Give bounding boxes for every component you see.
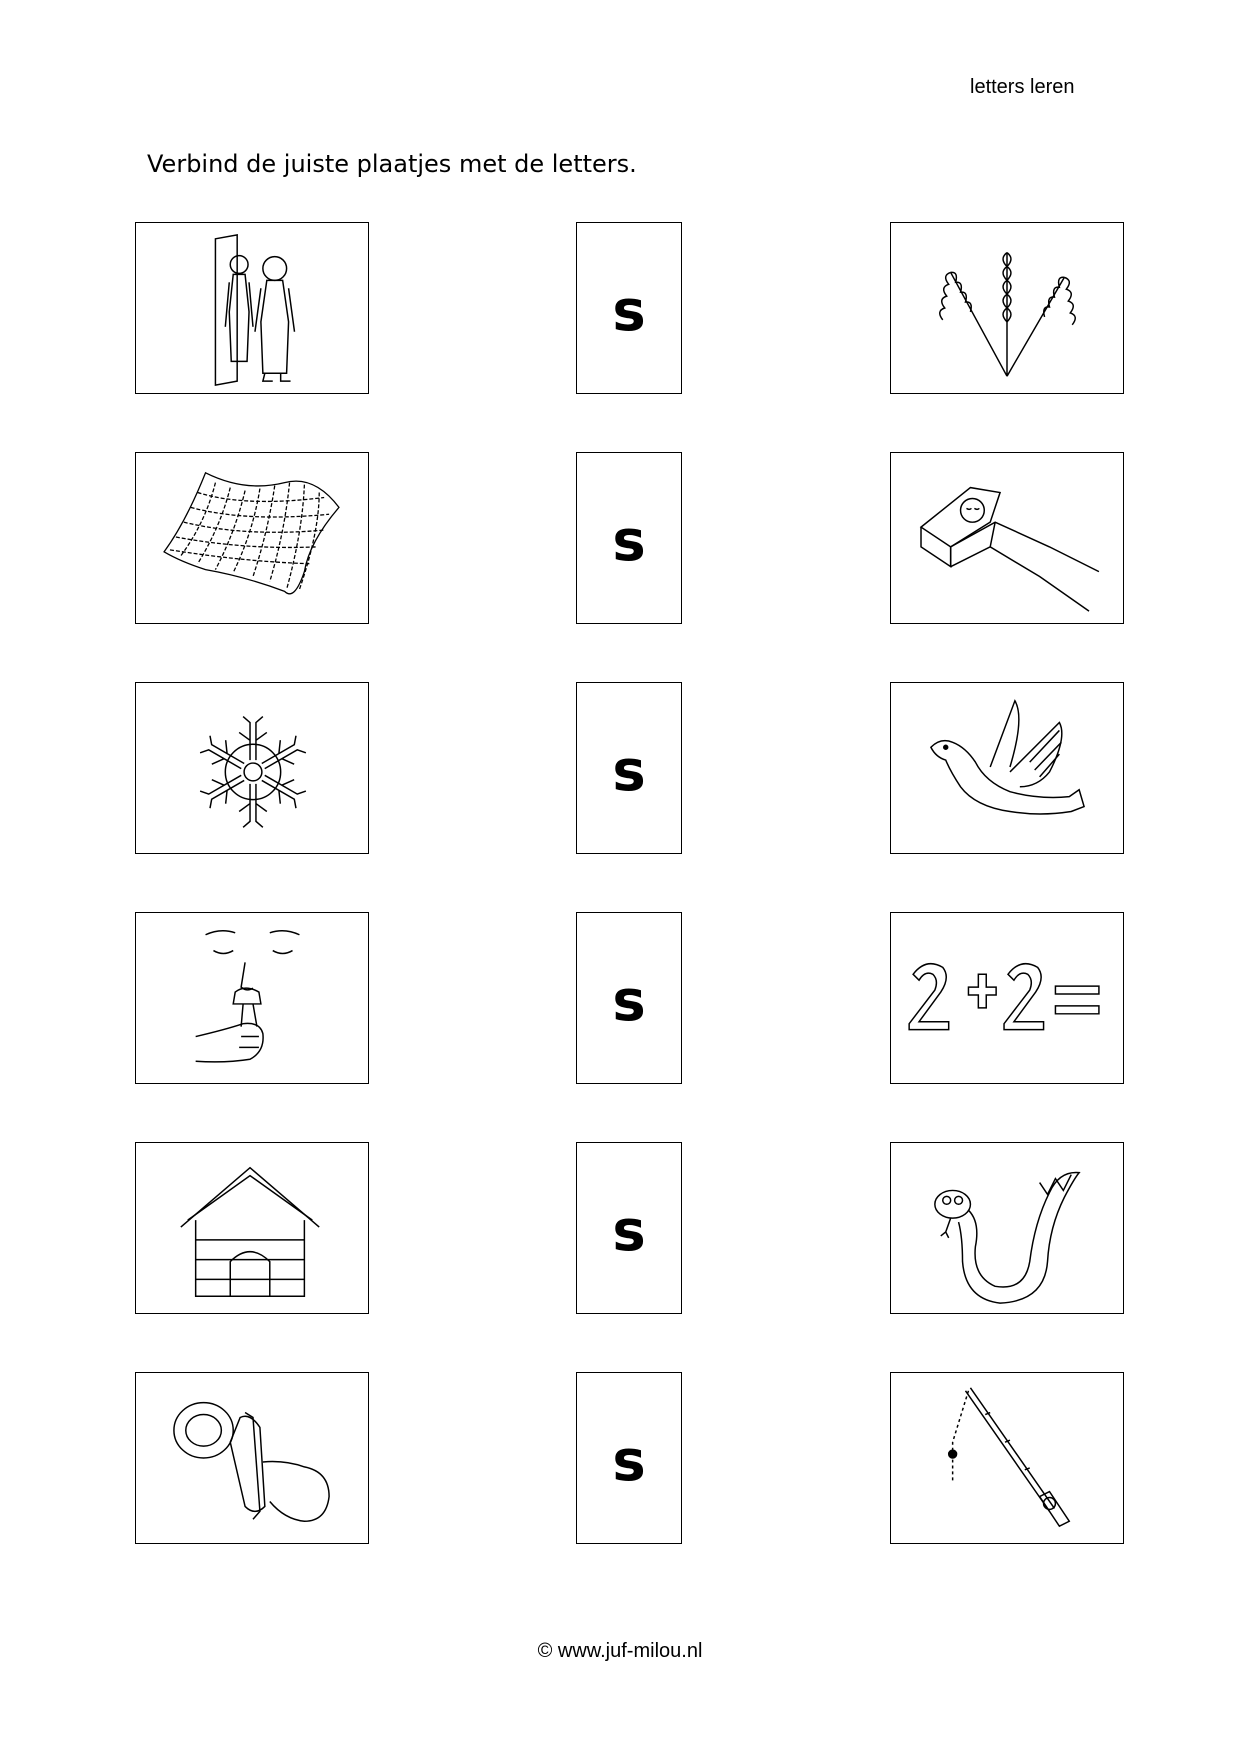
picture-card-left-2[interactable] — [135, 452, 369, 624]
fishing-rod-icon — [891, 1373, 1123, 1543]
letter: s — [612, 509, 646, 574]
letter-card-1[interactable] — [576, 222, 682, 394]
picture-card-right-2[interactable] — [890, 452, 1124, 624]
picture-card-left-5[interactable] — [135, 1142, 369, 1314]
picture-card-left-1[interactable] — [135, 222, 369, 394]
doghouse-icon — [136, 1143, 368, 1313]
letter: s — [612, 1429, 646, 1494]
letter-card-2[interactable] — [576, 452, 682, 624]
mirror-people-icon — [136, 223, 368, 393]
blanket-icon — [136, 453, 368, 623]
letter: s — [612, 279, 646, 344]
picture-card-right-4[interactable] — [890, 912, 1124, 1084]
snowflake-icon — [136, 683, 368, 853]
picture-card-left-6[interactable] — [135, 1372, 369, 1544]
blowing-nose-icon — [136, 913, 368, 1083]
picture-card-right-5[interactable] — [890, 1142, 1124, 1314]
header-tag: letters leren — [970, 76, 1075, 98]
snake-icon — [891, 1143, 1123, 1313]
picture-card-left-3[interactable] — [135, 682, 369, 854]
pacifier-icon — [136, 1373, 368, 1543]
picture-card-left-4[interactable] — [135, 912, 369, 1084]
wheat-icon — [891, 223, 1123, 393]
letter: s — [612, 969, 646, 1034]
letter-card-6[interactable] — [576, 1372, 682, 1544]
letter: s — [612, 1199, 646, 1264]
letter: s — [612, 739, 646, 804]
sum-icon — [891, 913, 1123, 1083]
dove-icon — [891, 683, 1123, 853]
picture-card-right-1[interactable] — [890, 222, 1124, 394]
footer-copyright: © www.juf-milou.nl — [537, 1640, 703, 1662]
picture-card-right-6[interactable] — [890, 1372, 1124, 1544]
picture-card-right-3[interactable] — [890, 682, 1124, 854]
sleeping-child-icon — [891, 453, 1123, 623]
letter-card-3[interactable] — [576, 682, 682, 854]
letter-card-5[interactable] — [576, 1142, 682, 1314]
instruction-text: Verbind de juiste plaatjes met de letters. — [147, 150, 637, 178]
letter-card-4[interactable] — [576, 912, 682, 1084]
